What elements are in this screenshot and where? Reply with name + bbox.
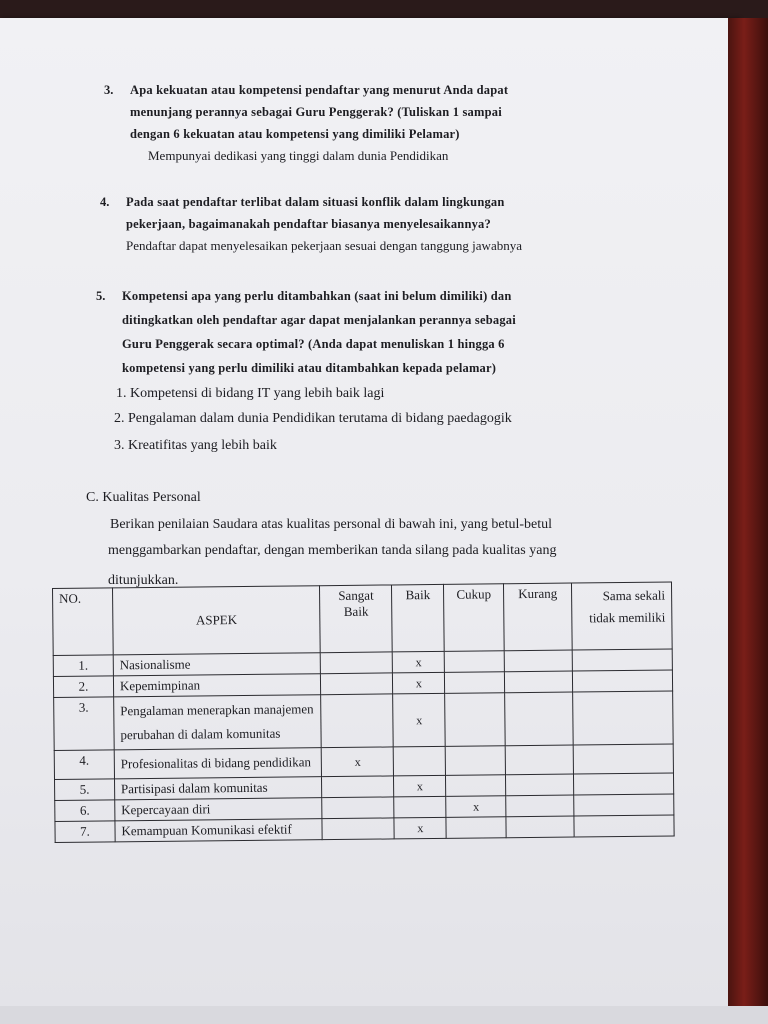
column-header-kurang: Kurang bbox=[504, 583, 573, 651]
question-line: kompetensi yang perlu dimiliki atau ditambahkan kepada pelamar) bbox=[122, 361, 497, 375]
cell-kurang bbox=[504, 650, 572, 672]
column-header-aspek: ASPEK bbox=[112, 586, 320, 655]
cell-sama-sekali bbox=[574, 794, 674, 816]
column-header-sama-sekali: Sama sekali tidak memiliki bbox=[572, 582, 673, 650]
question-answer: Pendaftar dapat menyelesaikan pekerjaan sesuai dengan tanggung jawabnya bbox=[126, 238, 522, 253]
column-header-sangat-baik: Sangat Baik bbox=[320, 585, 393, 653]
cell-cukup bbox=[445, 672, 505, 694]
row-number: 2. bbox=[53, 676, 113, 698]
cell-sangat-baik bbox=[321, 673, 393, 695]
rating-table bbox=[52, 582, 675, 843]
row-number: 5. bbox=[55, 779, 115, 801]
cell-sangat-baik bbox=[321, 694, 393, 748]
cell-kurang bbox=[505, 745, 573, 775]
cell-sama-sekali bbox=[574, 773, 674, 795]
question-line: menunjang perannya sebagai Guru Penggerak? (Tuliskan 1 sampai bbox=[130, 105, 502, 119]
bottom-margin bbox=[0, 1006, 768, 1024]
cell-sama-sekali bbox=[572, 649, 672, 671]
cell-sama-sekali bbox=[573, 691, 673, 745]
column-header-cukup: Cukup bbox=[444, 584, 505, 652]
cell-sangat-baik bbox=[322, 797, 394, 819]
question-4 bbox=[100, 191, 640, 261]
cell-cukup: x bbox=[446, 796, 506, 818]
row-aspek: Kepemimpinan bbox=[113, 674, 321, 697]
question-line: ditingkatkan oleh pendaftar agar dapat menjalankan perannya sebagai bbox=[122, 313, 516, 327]
column-header-baik: Baik bbox=[392, 584, 445, 652]
section-intro-line: Berikan penilaian Saudara atas kualitas personal di bawah ini, yang betul-betul bbox=[110, 517, 553, 532]
cell-baik: x bbox=[394, 817, 446, 839]
row-number: 6. bbox=[55, 800, 115, 822]
cell-kurang bbox=[506, 774, 574, 796]
cell-baik: x bbox=[393, 672, 445, 694]
table-row bbox=[54, 691, 674, 750]
column-header-no: NO. bbox=[53, 588, 114, 656]
section-heading: C. Kualitas Personal bbox=[86, 490, 201, 505]
cell-sangat-baik bbox=[322, 818, 394, 840]
cell-sangat-baik bbox=[321, 652, 393, 674]
answer-list-item: 3. Kreatifitas yang lebih baik bbox=[114, 438, 277, 453]
question-line: dengan 6 kekuatan atau kompetensi yang dimiliki Pelamar) bbox=[130, 127, 460, 141]
cell-baik: x bbox=[393, 651, 445, 673]
question-line: pekerjaan, bagaimanakah pendaftar biasanya menyelesaikannya? bbox=[126, 217, 491, 231]
row-aspek: Profesionalitas di bidang pendidikan bbox=[114, 748, 322, 779]
row-aspek: Kemampuan Komunikasi efektif bbox=[115, 819, 323, 842]
row-number: 3. bbox=[54, 697, 114, 751]
cell-sangat-baik bbox=[322, 776, 394, 798]
question-line: Pada saat pendaftar terlibat dalam situasi konflik dalam lingkungan bbox=[126, 195, 505, 209]
cell-kurang bbox=[505, 692, 573, 746]
cell-cukup bbox=[445, 693, 505, 747]
cell-cukup bbox=[445, 746, 505, 776]
cell-cukup bbox=[446, 775, 506, 797]
row-number: 1. bbox=[53, 655, 113, 677]
question-number: 4. bbox=[100, 195, 110, 209]
answer-list-item: 1. Kompetensi di bidang IT yang lebih baik lagi bbox=[116, 386, 385, 401]
section-intro-line: menggambarkan pendaftar, dengan memberikan tanda silang pada kualitas yang bbox=[108, 543, 557, 558]
cell-cukup bbox=[444, 651, 504, 673]
table-header-row bbox=[53, 582, 673, 655]
row-aspek: Partisipasi dalam komunitas bbox=[114, 777, 322, 800]
row-number: 4. bbox=[54, 750, 114, 780]
question-line: Kompetensi apa yang perlu ditambahkan (saat ini belum dimiliki) dan bbox=[122, 289, 512, 303]
cell-sama-sekali bbox=[574, 815, 674, 837]
cell-baik bbox=[394, 796, 446, 818]
row-number: 7. bbox=[55, 821, 115, 843]
question-line: Apa kekuatan atau kompetensi pendaftar yang menurut Anda dapat bbox=[130, 83, 509, 97]
cell-kurang bbox=[506, 795, 574, 817]
row-aspek: Pengalaman menerapkan manajemen perubahan di dalam komunitas bbox=[114, 695, 322, 750]
cell-baik bbox=[393, 746, 445, 776]
question-number: 5. bbox=[96, 289, 106, 303]
cell-baik: x bbox=[393, 693, 445, 747]
background-surface bbox=[728, 18, 768, 1008]
question-3 bbox=[104, 79, 624, 171]
question-line: Guru Penggerak secara optimal? (Anda dapat menuliskan 1 hingga 6 bbox=[122, 337, 505, 351]
cell-sangat-baik: x bbox=[322, 747, 394, 777]
cell-baik: x bbox=[394, 775, 446, 797]
cell-cukup bbox=[446, 817, 506, 839]
cell-kurang bbox=[505, 671, 573, 693]
question-answer: Mempunyai dedikasi yang tinggi dalam dunia Pendidikan bbox=[148, 148, 449, 163]
cell-kurang bbox=[506, 816, 574, 838]
answer-list-item: 2. Pengalaman dalam dunia Pendidikan terutama di bidang paedagogik bbox=[114, 411, 512, 426]
cell-sama-sekali bbox=[573, 744, 673, 774]
question-number: 3. bbox=[104, 83, 114, 97]
section-intro-line: ditunjukkan. bbox=[108, 573, 179, 588]
cell-sama-sekali bbox=[573, 670, 673, 692]
question-5 bbox=[96, 285, 656, 385]
row-aspek: Nasionalisme bbox=[113, 653, 321, 676]
row-aspek: Kepercayaan diri bbox=[115, 798, 323, 821]
